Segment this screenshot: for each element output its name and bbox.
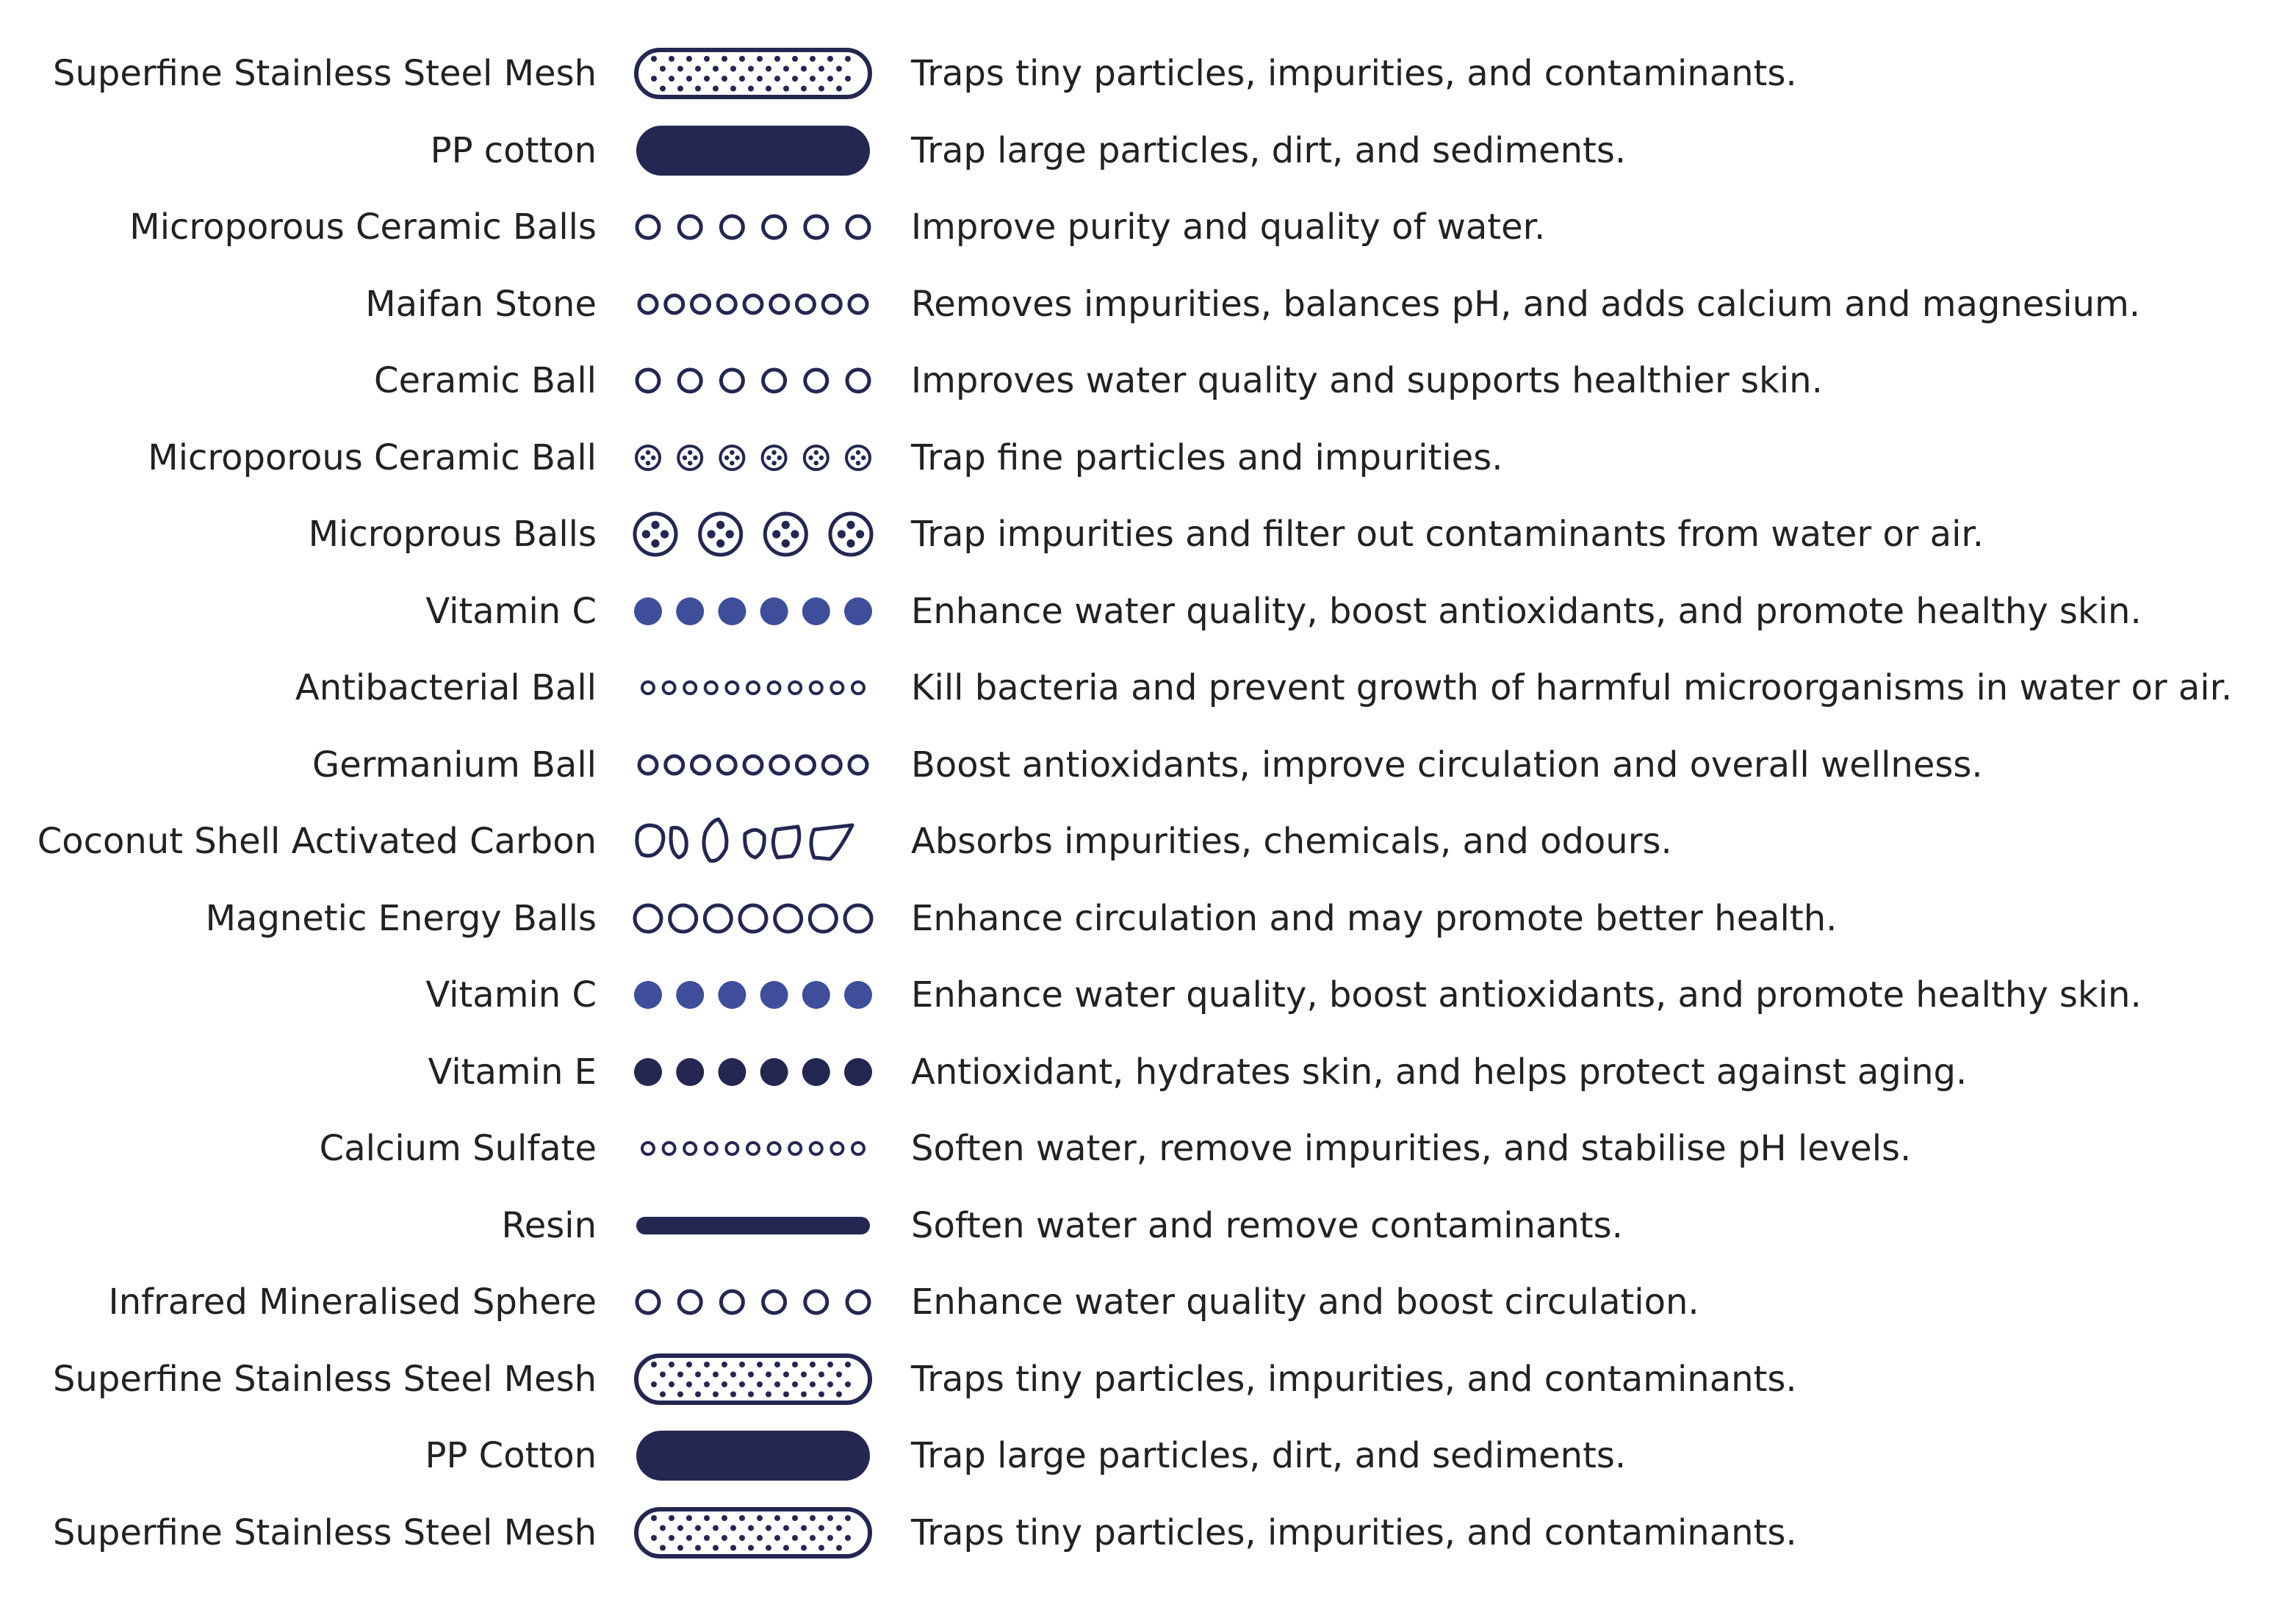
layer-description: Enhance circulation and may promote better health. <box>911 897 1838 939</box>
layer-label: Germanium Ball <box>312 744 597 785</box>
layer-label: Magnetic Energy Balls <box>205 897 597 939</box>
carbon-shapes-icon <box>632 803 874 880</box>
layer-row <box>0 1110 2296 1187</box>
layer-row <box>0 266 2296 342</box>
solid-pill-icon <box>632 112 874 189</box>
layer-description: Absorbs impurities, chemicals, and odours. <box>911 821 1672 862</box>
mesh-pill-icon <box>632 35 874 112</box>
layer-row <box>0 573 2296 650</box>
layer-label: Microprous Balls <box>308 514 597 555</box>
layer-label: Infrared Mineralised Sphere <box>108 1281 597 1323</box>
layer-description: Removes impurities, balances pH, and adds calcium and magnesium. <box>911 283 2141 325</box>
layer-description: Soften water and remove contaminants. <box>911 1204 1623 1246</box>
layer-description: Traps tiny particles, impurities, and contaminants. <box>911 1358 1797 1400</box>
layer-row <box>0 35 2296 112</box>
ring-7-icon <box>632 880 874 957</box>
ring-9-icon <box>632 266 874 342</box>
ring-9-icon <box>632 727 874 803</box>
layer-description: Traps tiny particles, impurities, and contaminants. <box>911 1511 1797 1553</box>
layer-label: PP Cotton <box>425 1435 597 1476</box>
solid-pill-icon <box>632 1417 874 1494</box>
layer-row <box>0 1495 2296 1571</box>
layer-row <box>0 189 2296 265</box>
layer-description: Kill bacteria and prevent growth of harmful microorganisms in water or air. <box>911 667 2233 708</box>
layer-description: Enhance water quality, boost antioxidants, and promote healthy skin. <box>911 590 2142 632</box>
layer-description: Improves water quality and supports healthier skin. <box>911 360 1823 401</box>
ring-6-icon <box>632 1264 874 1340</box>
layer-label: Maifan Stone <box>365 283 597 325</box>
layer-label: Vitamin E <box>428 1051 597 1093</box>
layer-row <box>0 496 2296 572</box>
layer-row <box>0 1034 2296 1110</box>
layer-label: Superfine Stainless Steel Mesh <box>53 53 597 94</box>
layer-description: Enhance water quality, boost antioxidants, and promote healthy skin. <box>911 974 2142 1015</box>
mesh-pill-icon <box>632 1495 874 1571</box>
layer-label: Superfine Stainless Steel Mesh <box>53 1511 597 1553</box>
layer-row <box>0 1264 2296 1340</box>
layer-row <box>0 420 2296 496</box>
layer-description: Boost antioxidants, improve circulation and overall wellness. <box>911 744 1983 785</box>
blue-dots-icon <box>632 573 874 650</box>
layer-row <box>0 957 2296 1033</box>
layer-description: Improve purity and quality of water. <box>911 206 1546 248</box>
layer-description: Trap impurities and filter out contaminants from water or air. <box>911 514 1984 555</box>
layer-row <box>0 803 2296 880</box>
blue-dots-icon <box>632 957 874 1033</box>
layer-label: PP cotton <box>430 129 597 171</box>
navy-dots-icon <box>632 1034 874 1110</box>
porous-6-icon <box>632 420 874 496</box>
porous-4-icon <box>632 496 874 572</box>
layer-label: Resin <box>501 1204 597 1246</box>
layer-row <box>0 880 2296 957</box>
layer-label: Vitamin C <box>425 590 597 632</box>
layer-label: Ceramic Ball <box>374 360 597 401</box>
ring-6-icon <box>632 189 874 265</box>
layer-label: Microporous Ceramic Ball <box>148 436 597 478</box>
layer-row <box>0 1341 2296 1417</box>
mesh-pill-icon <box>632 1341 874 1417</box>
layer-description: Antioxidant, hydrates skin, and helps protect against aging. <box>911 1051 1968 1093</box>
layer-description: Trap large particles, dirt, and sediments. <box>911 1435 1627 1476</box>
layer-description: Traps tiny particles, impurities, and contaminants. <box>911 53 1797 94</box>
layer-label: Calcium Sulfate <box>319 1128 597 1169</box>
layer-description: Trap large particles, dirt, and sediments. <box>911 129 1627 171</box>
layer-label: Superfine Stainless Steel Mesh <box>53 1358 597 1400</box>
layer-label: Vitamin C <box>425 974 597 1015</box>
layer-description: Soften water, remove impurities, and stabilise pH levels. <box>911 1128 1912 1169</box>
thin-bar-icon <box>632 1187 874 1264</box>
layer-label: Coconut Shell Activated Carbon <box>37 821 597 862</box>
small-ring-11-icon <box>632 1110 874 1187</box>
layer-row <box>0 650 2296 726</box>
ring-6-icon <box>632 342 874 419</box>
layer-label: Antibacterial Ball <box>295 667 597 708</box>
layer-row <box>0 342 2296 419</box>
layer-row <box>0 1187 2296 1264</box>
layer-description: Enhance water quality and boost circulation. <box>911 1281 1699 1323</box>
layer-row <box>0 112 2296 189</box>
layer-label: Microporous Ceramic Balls <box>129 206 597 248</box>
small-ring-11-icon <box>632 650 874 726</box>
layer-description: Trap fine particles and impurities. <box>911 436 1503 478</box>
layer-row <box>0 727 2296 803</box>
layer-row <box>0 1417 2296 1494</box>
